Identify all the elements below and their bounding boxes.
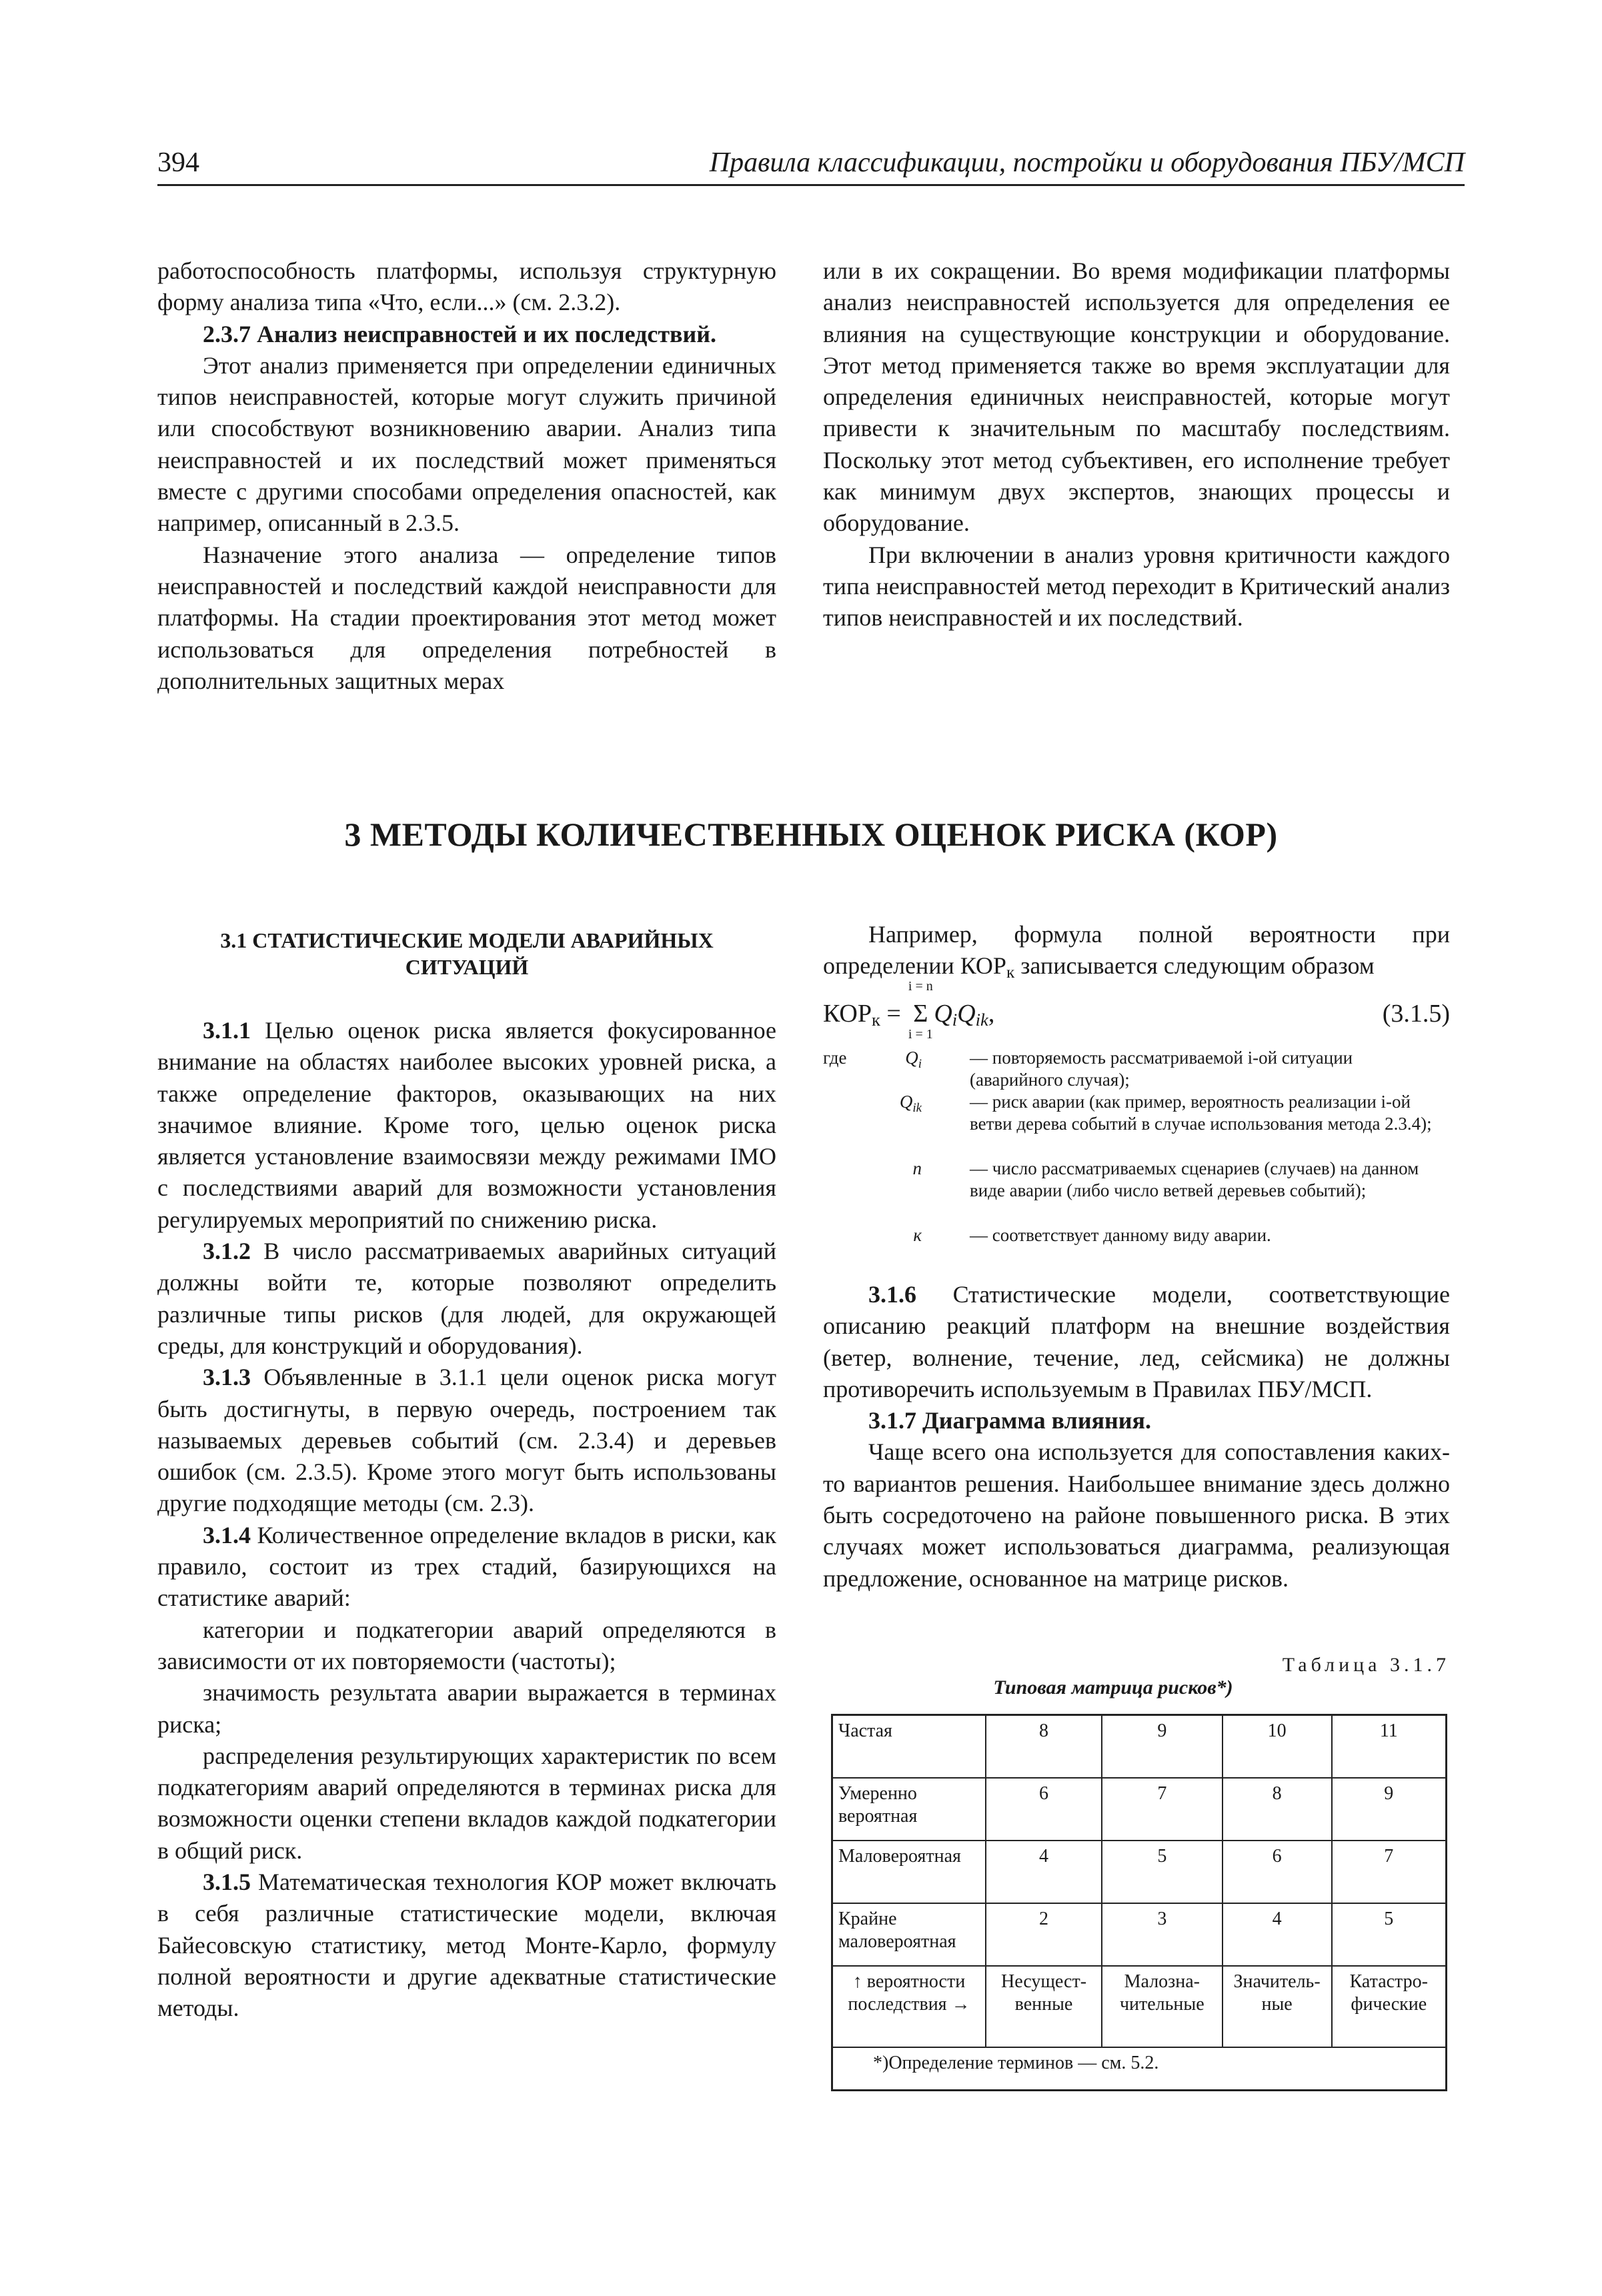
clause-text: Целью оценок риска является фокусированное внимание на областях наиболее высоких уровней риска, а также определение факторов, оказывающих на них значимое влияние. Кроме того, целью оценок риска является установление взаимосвязи между режимами IMO с последствиями аварий для возможности установления регулируемых мероприятий по снижению риска.: [157, 1017, 777, 1233]
table-cell: 6: [1223, 1841, 1332, 1903]
subsection-title: 3.1 СТАТИСТИЧЕСКИЕ МОДЕЛИ АВАРИЙНЫХ СИТУАЦИЙ: [220, 928, 714, 979]
table-footnote: *)Определение терминов — см. 5.2.: [832, 2047, 1447, 2091]
formula-intro: [823, 919, 1450, 989]
clause-number: 3.1.4: [203, 1521, 251, 1548]
table-row: [832, 1778, 1447, 1841]
paragraph: Например, формула полной вероятности при определении $КОР_к$ записывается следующим образом: [823, 921, 1450, 982]
clause-3-1-2: [157, 1236, 776, 1362]
formula-3-1-5: [823, 979, 1450, 1042]
table-caption: [823, 1654, 1450, 1699]
paragraph: Чаще всего она используется для сопоставления каких-то вариантов решения. Наибольшее внимание здесь должно быть сосредоточено на районе повышенного риска. В этих случаях может использоваться диаграмма, реализующая предложение, основанное на матрице рисков.: [823, 1438, 1450, 1592]
clause-3-1-6: [823, 1279, 1450, 1405]
table-row: [832, 1715, 1447, 1779]
chapter-title: 3 МЕТОДЫ КОЛИЧЕСТВЕННЫХ ОЦЕНОК РИСКА (КОР): [344, 816, 1278, 853]
clause-text: Количественное определение вкладов в риски, как правило, состоит из трех стадий, базирующихся на статистике аварий:: [157, 1521, 777, 1612]
paragraph: Этот анализ применяется при определении единичных типов неисправностей, которые могут служить причиной или способствуют возникновению аварии. Анализ типа неисправностей и их последствий может применяться вместе с другими способами определения опасностей, как например, описанный в 2.3.5.: [157, 351, 776, 537]
clause-3-1-5: [157, 1867, 776, 2024]
list-item: распределения результирующих характеристик по всем подкатегориям аварий определяются в терминах риска для возможности оценки степени вкладов каждой подкатегории в общий риск.: [157, 1742, 776, 1864]
column-label: Малозна- чительные: [1102, 1966, 1223, 2047]
row-label: Маловероятная: [832, 1841, 986, 1903]
table-cell: 2: [986, 1903, 1102, 1966]
table-cell: 3: [1102, 1903, 1223, 1966]
axis-label: ↑ вероятности последствия →: [832, 1966, 986, 2047]
table-cell: 11: [1332, 1715, 1447, 1779]
column-label: Несущест- венные: [986, 1966, 1102, 2047]
table-cell: 9: [1102, 1715, 1223, 1779]
clause-text: Статистические модели, соответствующие описанию реакций платформ на внешние воздействия (ветер, волнение, течение, лед, сейсмика) не должны противоречить используемым в Правилах ПБУ/МСП.: [823, 1281, 1450, 1402]
clause-number: 3.1.2: [203, 1238, 251, 1265]
table-row: [832, 1841, 1447, 1903]
table-title: Типовая матрица рисков*): [993, 1676, 1233, 1698]
paragraph: работоспособность платформы, используя структурную форму анализа типа «Что, если...» (см. 2.3.2).: [157, 257, 776, 316]
where-word: где: [823, 1048, 847, 1068]
definition-item: $Q_i$ — повторяемость рассматриваемой i-ой ситуации (аварийного случая);: [905, 1048, 1353, 1090]
clause-text: Математическая технология КОР может включать в себя различные статистические модели, включая Байесовскую статистику, метод Монте-Карло, формулу полной вероятности и другие адекватные статистические методы.: [157, 1869, 777, 2022]
table-cell: 9: [1332, 1778, 1447, 1841]
formula-expression: $КОР_к$ = i = n Σ i = 1 $Q_iQ_{ik}$,: [823, 979, 995, 1042]
table-row: [832, 1903, 1447, 1966]
top-right-column: [823, 255, 1450, 634]
top-left-column: [157, 255, 776, 697]
paragraph: При включении в анализ уровня критичности каждого типа неисправностей метод переходит в Критический анализ типов неисправностей и их последствий.: [823, 541, 1450, 632]
bottom-left-column: [157, 1015, 776, 2025]
definition-item: к — соответствует данному виду аварии.: [913, 1225, 1271, 1245]
definition-item: n — число рассматриваемых сценариев (случаев) на данном виде аварии (либо число ветвей деревьев событий);: [912, 1158, 1419, 1200]
column-label: Значитель- ные: [1223, 1966, 1332, 2047]
page-header: [157, 147, 1465, 186]
table-cell: 8: [1223, 1778, 1332, 1841]
section-heading-3-1-7: 3.1.7 Диаграмма влияния.: [868, 1407, 1152, 1434]
clause-3-1-1: [157, 1015, 776, 1236]
bottom-right-column: [823, 1279, 1450, 1594]
table-cell: 8: [986, 1715, 1102, 1779]
clause-text: В число рассматриваемых аварийных ситуаций должны войти те, которые позволяют определить различные типы рисков (для людей, для окружающей среды, для конструкций и оборудования).: [157, 1238, 777, 1359]
clause-number: 3.1.6: [868, 1281, 916, 1308]
column-label: Катастро- фические: [1332, 1966, 1447, 2047]
definition-item: $Q_{ik}$ — риск аварии (как пример, вероятность реализации i-ой ветви дерева событий в случае использования метода 2.3.4);: [899, 1092, 1432, 1134]
row-label: Частая: [832, 1715, 986, 1779]
table-cell: 7: [1102, 1778, 1223, 1841]
table-cell: 7: [1332, 1841, 1447, 1903]
table-cell: 5: [1332, 1903, 1447, 1966]
list-item: категории и подкатегории аварий определяются в зависимости от их повторяемости (частоты);: [157, 1616, 776, 1674]
summation: i = n Σ i = 1: [908, 979, 933, 1042]
paragraph: или в их сокращении. Во время модификации платформы анализ неисправностей используется для определения ее влияния на существующие конструкции и оборудование. Этот метод применяется также во время эксплуатации для определения единичных неисправностей, которые могут привести к значительным по масштабу последствиям. Поскольку этот метод субъективен, его исполнение требует как минимум двух экспертов, знающих процессы и оборудование.: [823, 257, 1450, 537]
row-label: Крайне маловероятная: [832, 1903, 986, 1966]
formula-number: (3.1.5): [1382, 1000, 1450, 1028]
list-item: значимость результата аварии выражается в терминах риска;: [157, 1679, 776, 1738]
clause-number: 3.1.1: [203, 1017, 251, 1044]
section-heading-2-3-7: 2.3.7 Анализ неисправностей и их последствий.: [203, 320, 716, 347]
paragraph: Назначение этого анализа — определение типов неисправностей и последствий каждой неисправности для платформы. На стадии проектирования этот метод может использоваться для определения потребностей в дополнительных защитных мерах: [157, 541, 776, 694]
row-label: Умеренно вероятная: [832, 1778, 986, 1841]
clause-3-1-3: [157, 1362, 776, 1519]
clause-text: Объявленные в 3.1.1 цели оценок риска могут быть достигнуты, в первую очередь, построением так называемых деревьев событий (см. 2.3.4) и деревьев ошибок (см. 2.3.5). Кроме этого могут быть использованы другие подходящие методы (см. 2.3).: [157, 1364, 777, 1517]
table-footnote-row: [832, 2047, 1447, 2091]
clause-number: 3.1.3: [203, 1364, 251, 1391]
clause-3-1-4: [157, 1520, 776, 1614]
risk-matrix-table: [831, 1714, 1447, 2091]
table-cell: 5: [1102, 1841, 1223, 1903]
clause-number: 3.1.5: [203, 1869, 251, 1896]
page-number: 394: [157, 147, 199, 178]
table-cell: 10: [1223, 1715, 1332, 1779]
table-cell: 4: [1223, 1903, 1332, 1966]
table-cell: 4: [986, 1841, 1102, 1903]
table-row: [832, 1966, 1447, 2047]
table-cell: 6: [986, 1778, 1102, 1841]
running-title: Правила классификации, постройки и оборудования ПБУ/МСП: [709, 147, 1465, 178]
table-number: Таблица 3.1.7: [1282, 1654, 1450, 1676]
